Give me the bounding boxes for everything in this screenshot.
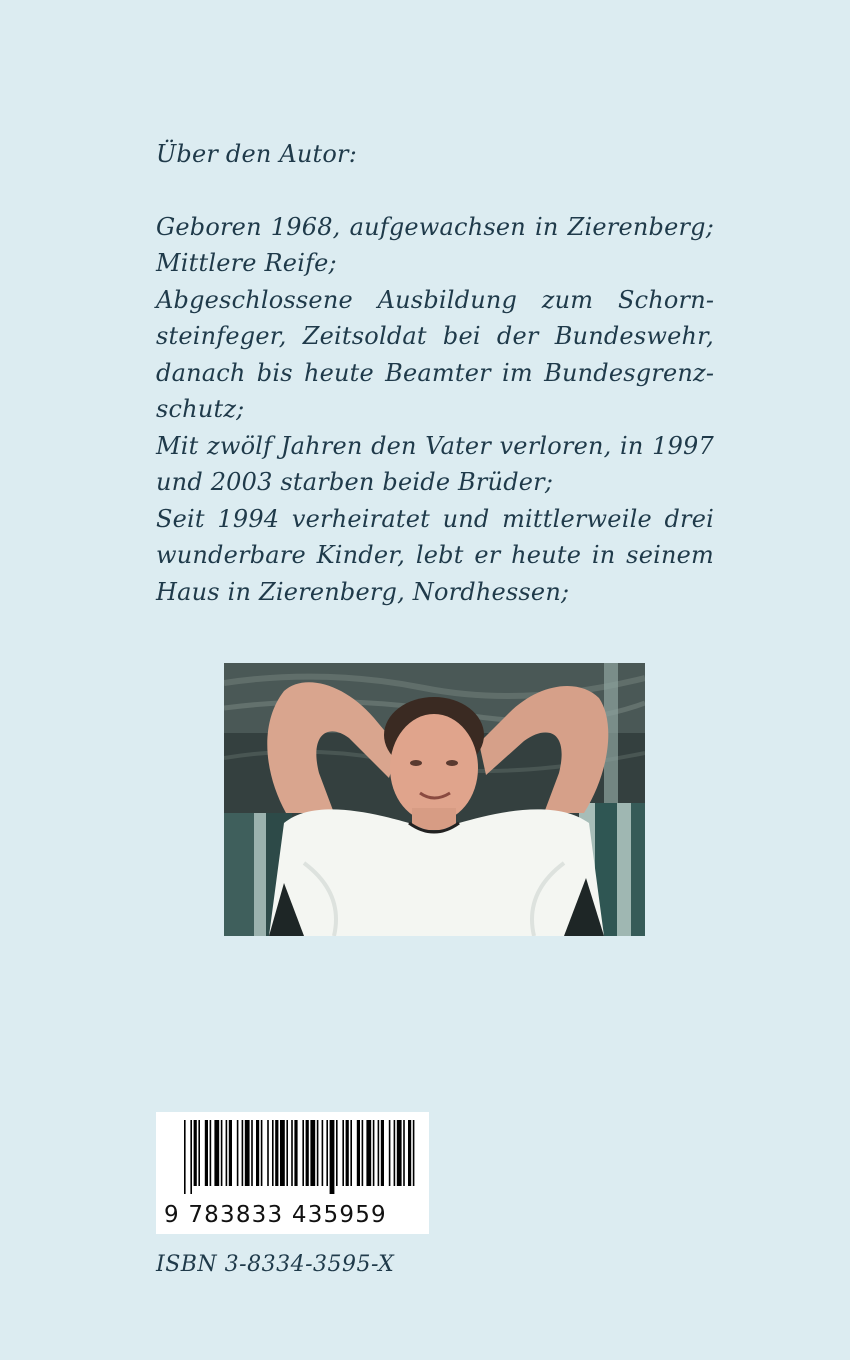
barcode-bar xyxy=(184,1120,186,1194)
barcode-bar xyxy=(291,1120,293,1186)
barcode-bar xyxy=(366,1120,371,1186)
barcode-bars xyxy=(184,1120,418,1194)
barcode-bar xyxy=(214,1120,219,1186)
bio-paragraph-career: Abgeschlossene Ausbildung zum Schornsteinfeger, Zeitsoldat bei der Bundeswehr, danach bis heute Beamter im Bundesgrenzschutz; xyxy=(156,285,714,423)
barcode-bar xyxy=(302,1120,304,1186)
barcode-bar xyxy=(190,1120,192,1194)
barcode-bar xyxy=(413,1120,415,1186)
barcode-bar xyxy=(280,1120,285,1186)
barcode-bar xyxy=(256,1120,259,1186)
barcode-bar xyxy=(326,1120,328,1186)
barcode-digits: 9 783833 435959 xyxy=(164,1202,387,1228)
barcode-bar xyxy=(306,1120,309,1186)
barcode-bar xyxy=(362,1120,364,1186)
barcode-bar xyxy=(242,1120,244,1186)
barcode-bar xyxy=(397,1120,402,1186)
isbn-barcode xyxy=(156,1112,429,1234)
barcode-bar xyxy=(275,1120,278,1186)
barcode-bar xyxy=(251,1120,253,1186)
barcode-bar xyxy=(226,1120,228,1186)
barcode-bar xyxy=(261,1120,263,1186)
barcode-bar xyxy=(317,1120,319,1186)
bio-paragraph-family-today: Seit 1994 verheiratet und mittlerweile drei wunderbare Kinder, lebt er heute in seinem Haus in Zierenberg, Nordhessen; xyxy=(156,504,714,606)
barcode-bar xyxy=(267,1120,269,1186)
barcode-bar xyxy=(408,1120,411,1186)
barcode-bar xyxy=(205,1120,208,1186)
barcode-bar xyxy=(272,1120,274,1186)
isbn-number: ISBN 3-8334-3595-X xyxy=(156,1252,395,1277)
barcode-bar xyxy=(389,1120,391,1186)
barcode-bar xyxy=(286,1120,288,1186)
barcode-bar xyxy=(357,1120,360,1186)
barcode-bar xyxy=(336,1120,338,1186)
barcode-bar xyxy=(330,1120,335,1194)
author-bio xyxy=(156,136,714,610)
barcode-bar xyxy=(373,1120,375,1186)
barcode-bar xyxy=(194,1120,197,1186)
barcode-bar xyxy=(394,1120,396,1186)
barcode-bar xyxy=(342,1120,344,1186)
barcode-bar xyxy=(346,1120,349,1186)
barcode-bar xyxy=(403,1120,405,1186)
bio-heading: Über den Autor: xyxy=(156,140,357,168)
barcode-bar xyxy=(350,1120,352,1186)
barcode-bar xyxy=(237,1120,239,1186)
author-photo xyxy=(224,663,645,936)
barcode-bar xyxy=(310,1120,315,1186)
barcode-bar xyxy=(381,1120,384,1186)
barcode-bar xyxy=(322,1120,324,1186)
barcode-bar xyxy=(294,1120,297,1186)
bio-paragraph-family-loss: Mit zwölf Jahren den Vater verloren, in 1997 und 2003 starben beide Brüder; xyxy=(156,431,714,496)
barcode-bar xyxy=(221,1120,223,1186)
barcode-bar xyxy=(378,1120,380,1186)
barcode-bar xyxy=(210,1120,212,1186)
bio-paragraph-birth: Geboren 1968, aufgewachsen in Zierenberg; Mittlere Reife; xyxy=(156,212,714,277)
barcode-bar xyxy=(198,1120,200,1186)
barcode-bar xyxy=(229,1120,232,1186)
barcode-bar xyxy=(245,1120,250,1186)
